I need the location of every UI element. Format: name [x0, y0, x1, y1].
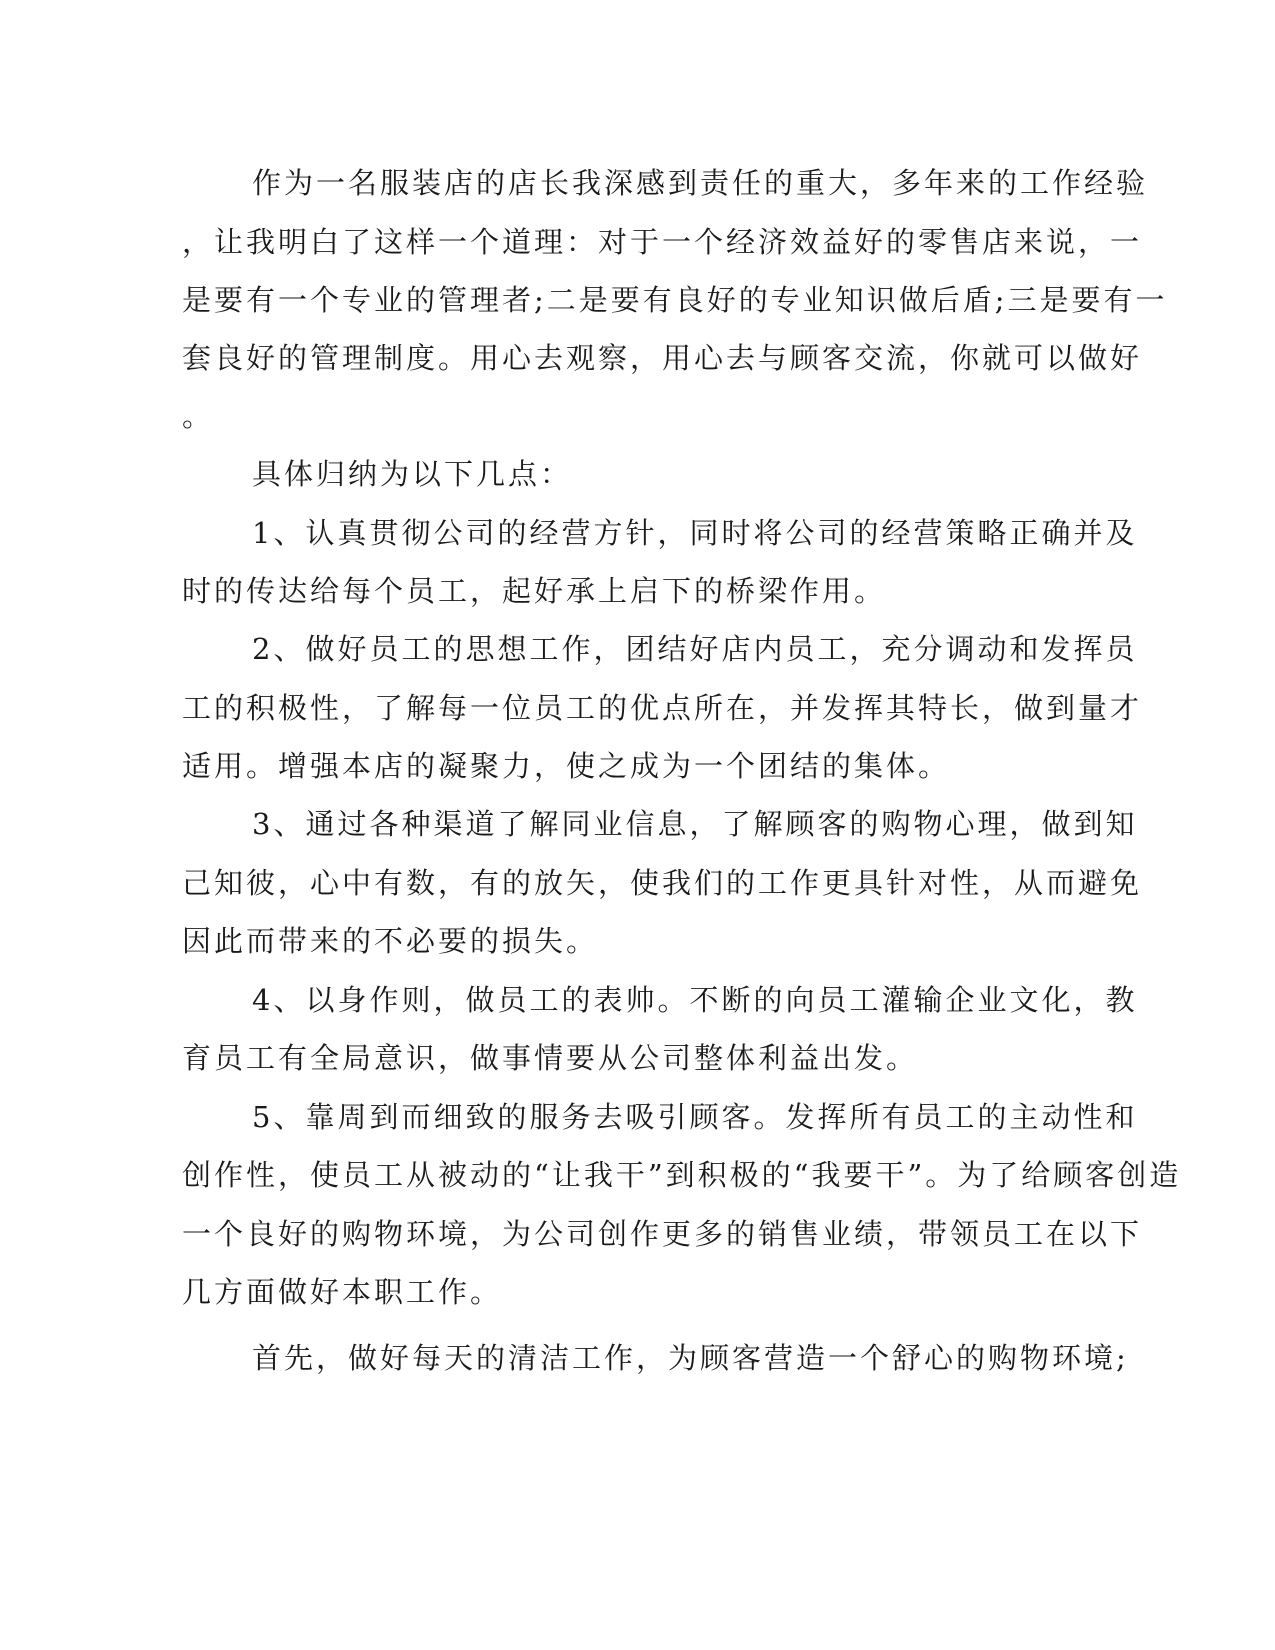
- summary-heading: 具体归纳为以下几点：: [252, 457, 573, 491]
- point-3-line-3: 因此而带来的不必要的损失。: [182, 924, 599, 958]
- point-4-line-1: 4、以身作则，做员工的表帅。不断的向员工灌输企业文化，教: [252, 983, 1138, 1017]
- point-5-line-3: 一个良好的购物环境，为公司创作更多的销售业绩，带领员工在以下: [182, 1217, 1143, 1251]
- paragraph-1-line-5: 。: [182, 399, 215, 433]
- point-3-line-1: 3、通过各种渠道了解同业信息，了解顾客的购物心理，做到知: [252, 807, 1138, 841]
- point-5-line-1: 5、靠周到而细致的服务去吸引顾客。发挥所有员工的主动性和: [252, 1100, 1138, 1134]
- first-task-line: 首先，做好每天的清洁工作，为顾客营造一个舒心的购物环境;: [252, 1341, 1129, 1375]
- point-5-line-4: 几方面做好本职工作。: [182, 1275, 503, 1309]
- point-3-line-2: 己知彼，心中有数，有的放矢，使我们的工作更具针对性，从而避免: [182, 866, 1143, 900]
- point-5-line-2: 创作性，使员工从被动的“让我干”到积极的“我要干”。为了给顾客创造: [182, 1158, 1182, 1192]
- point-2-line-3: 适用。增强本店的凝聚力，使之成为一个团结的集体。: [182, 749, 951, 783]
- point-2-line-2: 工的积极性，了解每一位员工的优点所在，并发挥其特长，做到量才: [182, 691, 1143, 725]
- point-2-line-1: 2、做好员工的思想工作，团结好店内员工，充分调动和发挥员: [252, 632, 1138, 666]
- point-1-line-1: 1、认真贯彻公司的经营方针，同时将公司的经营策略正确并及: [252, 516, 1138, 550]
- point-1-line-2: 时的传达给每个员工，起好承上启下的桥梁作用。: [182, 574, 887, 608]
- paragraph-1-line-2: ，让我明白了这样一个道理：对于一个经济效益好的零售店来说，一: [182, 225, 1143, 259]
- paragraph-1-line-4: 套良好的管理制度。用心去观察，用心去与顾客交流，你就可以做好: [182, 341, 1143, 375]
- point-4-line-2: 育员工有全局意识，做事情要从公司整体利益出发。: [182, 1041, 919, 1075]
- paragraph-1-line-1: 作为一名服装店的店长我深感到责任的重大，多年来的工作经验: [252, 166, 1149, 200]
- paragraph-1-line-3: 是要有一个专业的管理者;二是要有良好的专业知识做后盾;三是要有一: [182, 283, 1168, 317]
